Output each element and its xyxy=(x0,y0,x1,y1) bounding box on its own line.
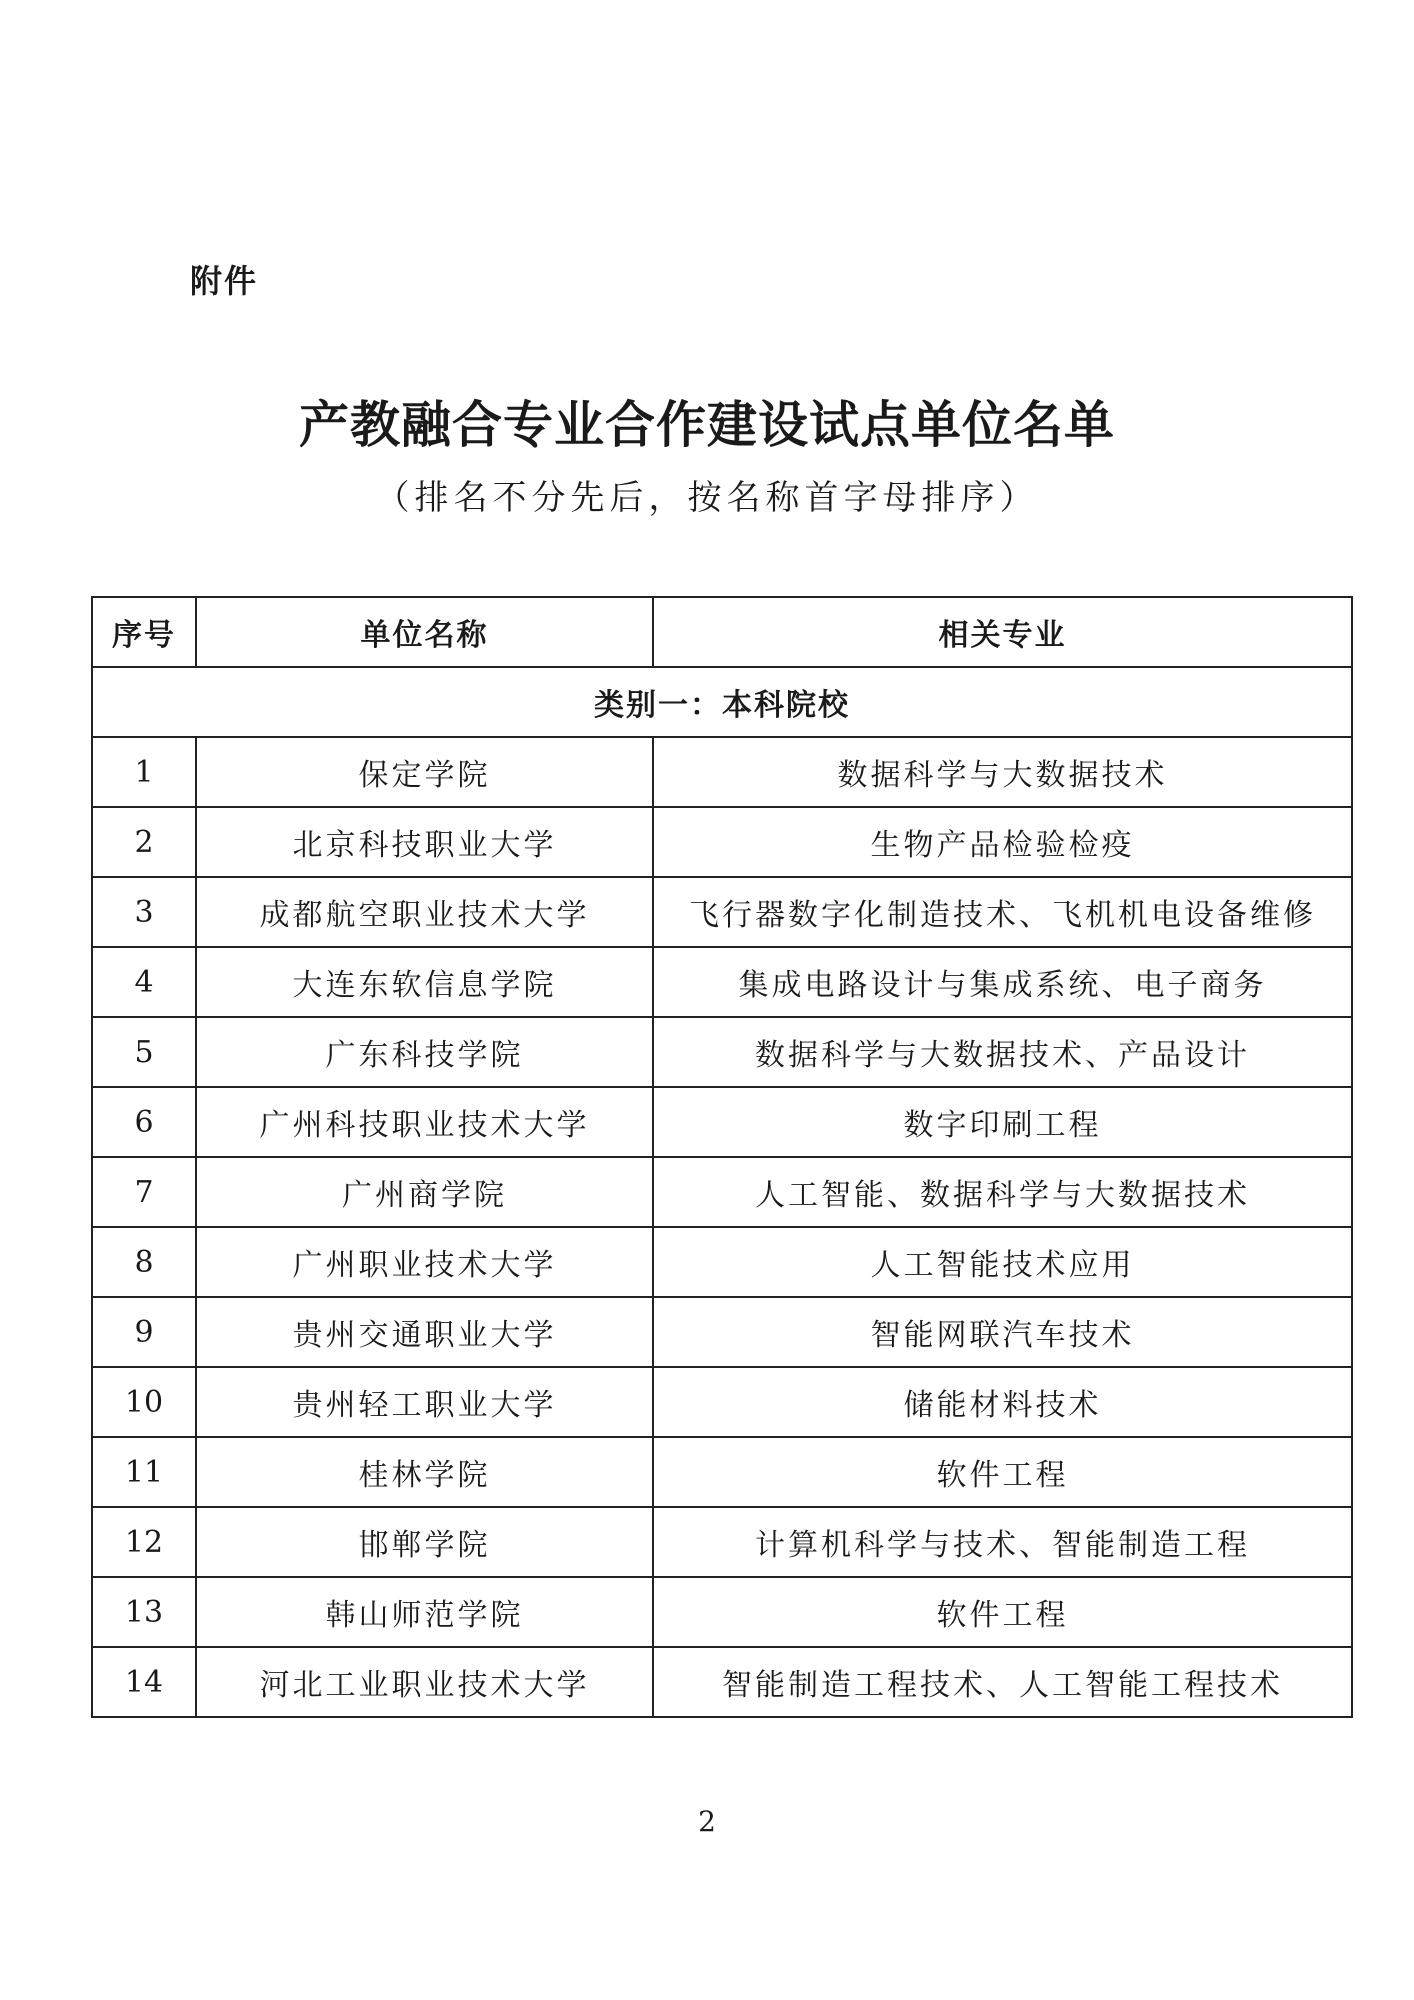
row-related-majors: 人工智能技术应用 xyxy=(653,1227,1352,1297)
row-index: 2 xyxy=(92,807,196,877)
row-unit-name: 贵州轻工职业大学 xyxy=(196,1367,653,1437)
table-row xyxy=(92,737,1352,807)
table-row xyxy=(92,1297,1352,1367)
row-related-majors: 计算机科学与技术、智能制造工程 xyxy=(653,1507,1352,1577)
table-row xyxy=(92,1647,1352,1717)
row-unit-name: 韩山师范学院 xyxy=(196,1577,653,1647)
document-subtitle: （排名不分先后，按名称首字母排序） xyxy=(375,478,1039,518)
row-unit-name: 广州商学院 xyxy=(196,1157,653,1227)
table-row xyxy=(92,807,1352,877)
table-row xyxy=(92,947,1352,1017)
document-title: 产教融合专业合作建设试点单位名单 xyxy=(299,396,1115,454)
category-row xyxy=(92,667,1352,737)
row-index: 8 xyxy=(92,1227,196,1297)
row-index: 13 xyxy=(92,1577,196,1647)
row-related-majors: 生物产品检验检疫 xyxy=(653,807,1352,877)
row-index: 10 xyxy=(92,1367,196,1437)
table-row xyxy=(92,1087,1352,1157)
row-index: 14 xyxy=(92,1647,196,1717)
header-index: 序号 xyxy=(92,597,196,667)
table-row xyxy=(92,1017,1352,1087)
row-unit-name: 邯郸学院 xyxy=(196,1507,653,1577)
row-unit-name: 广东科技学院 xyxy=(196,1017,653,1087)
table-header-row xyxy=(92,597,1352,667)
row-related-majors: 软件工程 xyxy=(653,1437,1352,1507)
row-unit-name: 河北工业职业技术大学 xyxy=(196,1647,653,1717)
table-row xyxy=(92,1367,1352,1437)
row-unit-name: 广州科技职业技术大学 xyxy=(196,1087,653,1157)
row-index: 1 xyxy=(92,737,196,807)
row-unit-name: 桂林学院 xyxy=(196,1437,653,1507)
category-label: 类别一：本科院校 xyxy=(92,667,1352,737)
row-related-majors: 飞行器数字化制造技术、飞机机电设备维修 xyxy=(653,877,1352,947)
table-row xyxy=(92,1227,1352,1297)
row-unit-name: 北京科技职业大学 xyxy=(196,807,653,877)
page-number: 2 xyxy=(698,1805,716,1838)
row-index: 3 xyxy=(92,877,196,947)
row-related-majors: 智能网联汽车技术 xyxy=(653,1297,1352,1367)
table-row xyxy=(92,877,1352,947)
row-index: 12 xyxy=(92,1507,196,1577)
table-row xyxy=(92,1437,1352,1507)
pilot-units-table xyxy=(91,596,1353,1718)
row-index: 11 xyxy=(92,1437,196,1507)
row-related-majors: 人工智能、数据科学与大数据技术 xyxy=(653,1157,1352,1227)
row-unit-name: 保定学院 xyxy=(196,737,653,807)
table-row xyxy=(92,1577,1352,1647)
attachment-label: 附件 xyxy=(190,262,259,300)
row-related-majors: 智能制造工程技术、人工智能工程技术 xyxy=(653,1647,1352,1717)
row-unit-name: 贵州交通职业大学 xyxy=(196,1297,653,1367)
table-row xyxy=(92,1507,1352,1577)
row-index: 5 xyxy=(92,1017,196,1087)
row-index: 9 xyxy=(92,1297,196,1367)
row-related-majors: 数据科学与大数据技术 xyxy=(653,737,1352,807)
row-related-majors: 储能材料技术 xyxy=(653,1367,1352,1437)
row-related-majors: 数据科学与大数据技术、产品设计 xyxy=(653,1017,1352,1087)
table-row xyxy=(92,1157,1352,1227)
row-index: 4 xyxy=(92,947,196,1017)
row-related-majors: 数字印刷工程 xyxy=(653,1087,1352,1157)
row-unit-name: 大连东软信息学院 xyxy=(196,947,653,1017)
header-unit-name: 单位名称 xyxy=(196,597,653,667)
row-related-majors: 软件工程 xyxy=(653,1577,1352,1647)
row-unit-name: 成都航空职业技术大学 xyxy=(196,877,653,947)
row-unit-name: 广州职业技术大学 xyxy=(196,1227,653,1297)
row-index: 6 xyxy=(92,1087,196,1157)
header-related-majors: 相关专业 xyxy=(653,597,1352,667)
row-index: 7 xyxy=(92,1157,196,1227)
row-related-majors: 集成电路设计与集成系统、电子商务 xyxy=(653,947,1352,1017)
